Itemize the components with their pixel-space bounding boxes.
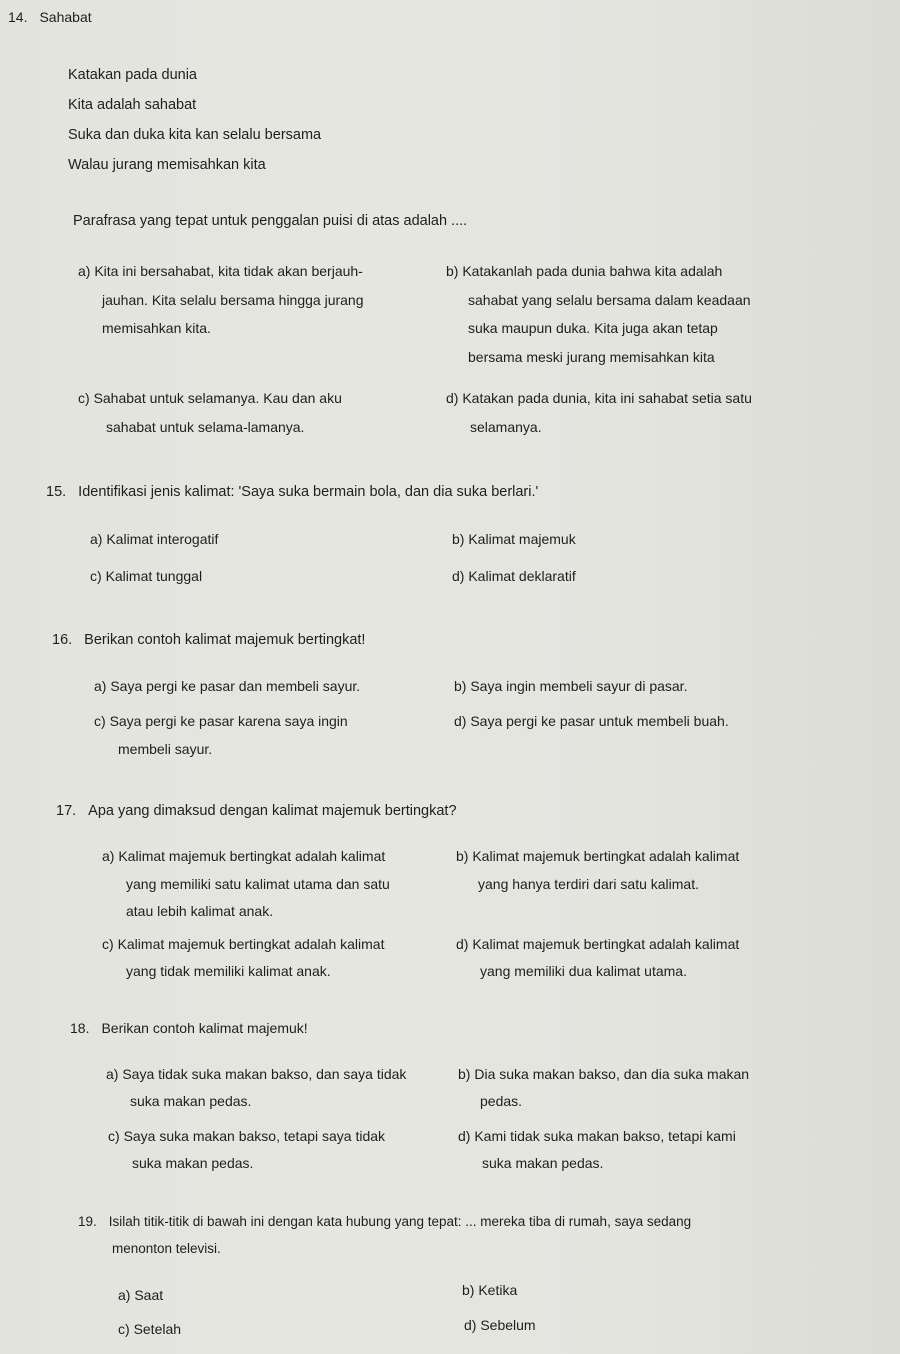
option-label: a)	[102, 848, 115, 864]
option-text-line: Kalimat interogatif	[106, 531, 219, 547]
option-18d[interactable]	[458, 1128, 736, 1144]
question-14-header	[8, 9, 92, 25]
option-text-line: memisahkan kita.	[102, 320, 211, 336]
option-text-line: Kami tidak suka makan bakso, tetapi kami	[474, 1128, 736, 1144]
option-text-line: atau lebih kalimat anak.	[126, 903, 274, 919]
option-label: c)	[90, 568, 102, 584]
question-16	[52, 632, 365, 648]
option-text-line: yang memiliki dua kalimat utama.	[480, 963, 687, 979]
option-label: d)	[446, 390, 459, 406]
option-text-line: Saya tidak suka makan bakso, dan saya tidak	[122, 1066, 407, 1082]
question-number: 17.	[56, 803, 77, 819]
question-15	[46, 484, 538, 500]
option-18b[interactable]	[458, 1066, 749, 1082]
option-text-line: Kalimat majemuk bertingkat adalah kalimat	[117, 936, 385, 952]
option-15b[interactable]	[452, 531, 576, 547]
option-text-line: suka makan pedas.	[132, 1155, 254, 1171]
question-number: 19.	[78, 1214, 97, 1229]
option-text-line: bersama meski jurang memisahkan kita	[468, 349, 715, 365]
option-15a[interactable]	[90, 531, 218, 547]
question-18-text: Berikan contoh kalimat majemuk!	[101, 1020, 308, 1036]
option-text-line: Kalimat majemuk bertingkat adalah kalimat	[118, 848, 386, 864]
option-label: d)	[452, 568, 465, 584]
option-19a[interactable]	[118, 1287, 163, 1303]
option-label: d)	[464, 1317, 477, 1333]
option-text-line: Kalimat deklaratif	[468, 568, 576, 584]
option-label: a)	[118, 1287, 131, 1303]
option-text-line: Saya ingin membeli sayur di pasar.	[470, 678, 688, 694]
option-text-line: Saya pergi ke pasar karena saya ingin	[109, 713, 348, 729]
option-17d[interactable]	[456, 936, 739, 952]
question-number: 16.	[52, 632, 73, 648]
option-14b[interactable]	[446, 263, 722, 279]
option-label: d)	[456, 936, 469, 952]
option-18c[interactable]	[108, 1128, 385, 1144]
poem-line: Walau jurang memisahkan kita	[68, 157, 266, 173]
option-text-line: sahabat untuk selama-lamanya.	[106, 419, 305, 435]
option-label: a)	[78, 263, 91, 279]
option-text-line: Saya pergi ke pasar dan membeli sayur.	[110, 678, 361, 694]
option-16a[interactable]	[94, 678, 360, 694]
question-19-text: Isilah titik-titik di bawah ini dengan kata hubung yang tepat: ... mereka tiba di rumah, saya sedang	[108, 1214, 692, 1229]
option-label: b)	[454, 678, 467, 694]
option-17a[interactable]	[102, 848, 385, 864]
option-text-line: Katakan pada dunia, kita ini sahabat setia satu	[462, 390, 752, 406]
option-text-line: Saya suka makan bakso, tetapi saya tidak	[123, 1128, 386, 1144]
question-18	[70, 1020, 308, 1036]
option-text-line: Dia suka makan bakso, dan dia suka makan	[474, 1066, 750, 1082]
option-label: a)	[94, 678, 107, 694]
option-text-line: Saya pergi ke pasar untuk membeli buah.	[470, 713, 729, 729]
question-14-text: Parafrasa yang tepat untuk penggalan puisi di atas adalah ....	[73, 213, 468, 229]
option-label: c)	[108, 1128, 120, 1144]
option-18a[interactable]	[106, 1066, 406, 1082]
poem-line: Katakan pada dunia	[68, 67, 197, 83]
option-label: c)	[102, 936, 114, 952]
option-label: c)	[118, 1321, 130, 1337]
question-19-text-line: menonton televisi.	[112, 1241, 221, 1256]
option-text-line: sahabat yang selalu bersama dalam keadaan	[468, 292, 751, 308]
option-label: a)	[106, 1066, 119, 1082]
option-text-line: Kita ini bersahabat, kita tidak akan berjauh-	[94, 263, 363, 279]
poem-title: Sahabat	[39, 9, 92, 25]
option-label: b)	[458, 1066, 471, 1082]
option-label: d)	[454, 713, 467, 729]
question-15-text: Identifikasi jenis kalimat: 'Saya suka bermain bola, dan dia suka berlari.'	[78, 484, 539, 500]
option-text-line: Kalimat majemuk bertingkat adalah kalimat	[472, 936, 740, 952]
option-16b[interactable]	[454, 678, 687, 694]
option-19d[interactable]	[464, 1317, 536, 1333]
option-14d[interactable]	[446, 390, 752, 406]
option-label: d)	[458, 1128, 471, 1144]
option-text-line: suka maupun duka. Kita juga akan tetap	[468, 320, 718, 336]
option-text-line: membeli sayur.	[118, 741, 213, 757]
option-label: b)	[446, 263, 459, 279]
question-17	[56, 803, 457, 819]
option-16d[interactable]	[454, 713, 729, 729]
option-17c[interactable]	[102, 936, 384, 952]
option-text-line: pedas.	[480, 1093, 523, 1109]
poem-line: Kita adalah sahabat	[68, 97, 197, 113]
option-text-line: Ketika	[478, 1282, 518, 1298]
option-text-line: selamanya.	[470, 419, 542, 435]
option-text-line: Kalimat majemuk bertingkat adalah kalimat	[472, 848, 740, 864]
option-text-line: yang hanya terdiri dari satu kalimat.	[478, 876, 699, 892]
option-text-line: yang memiliki satu kalimat utama dan satu	[126, 876, 390, 892]
option-label: b)	[462, 1282, 475, 1298]
poem-line: Suka dan duka kita kan selalu bersama	[68, 127, 322, 143]
option-text-line: suka makan pedas.	[482, 1155, 604, 1171]
option-16c[interactable]	[94, 713, 348, 729]
option-15c[interactable]	[90, 568, 202, 584]
option-text-line: yang tidak memiliki kalimat anak.	[126, 963, 331, 979]
option-text-line: suka makan pedas.	[130, 1093, 252, 1109]
option-text-line: jauhan. Kita selalu bersama hingga jurang	[102, 292, 364, 308]
option-14c[interactable]	[78, 390, 342, 406]
option-17b[interactable]	[456, 848, 739, 864]
option-text-line: Sahabat untuk selamanya. Kau dan aku	[93, 390, 342, 406]
question-16-text: Berikan contoh kalimat majemuk bertingkat!	[84, 632, 366, 648]
question-number: 15.	[46, 484, 67, 500]
option-text-line: Kalimat majemuk	[468, 531, 576, 547]
option-text-line: Setelah	[133, 1321, 182, 1337]
option-label: b)	[456, 848, 469, 864]
question-19	[78, 1214, 691, 1230]
option-text-line: Sebelum	[480, 1317, 536, 1333]
option-label: b)	[452, 531, 465, 547]
option-text-line: Saat	[134, 1287, 164, 1303]
option-text-line: Kalimat tunggal	[105, 568, 203, 584]
option-15d[interactable]	[452, 568, 576, 584]
question-17-text: Apa yang dimaksud dengan kalimat majemuk bertingkat?	[88, 803, 457, 819]
option-19b[interactable]	[462, 1282, 517, 1298]
option-label: a)	[90, 531, 103, 547]
option-14a[interactable]	[78, 263, 363, 279]
question-number: 14.	[8, 9, 28, 25]
option-label: c)	[94, 713, 106, 729]
option-19c[interactable]	[118, 1321, 181, 1337]
question-number: 18.	[70, 1020, 90, 1036]
option-label: c)	[78, 390, 90, 406]
option-text-line: Katakanlah pada dunia bahwa kita adalah	[462, 263, 723, 279]
